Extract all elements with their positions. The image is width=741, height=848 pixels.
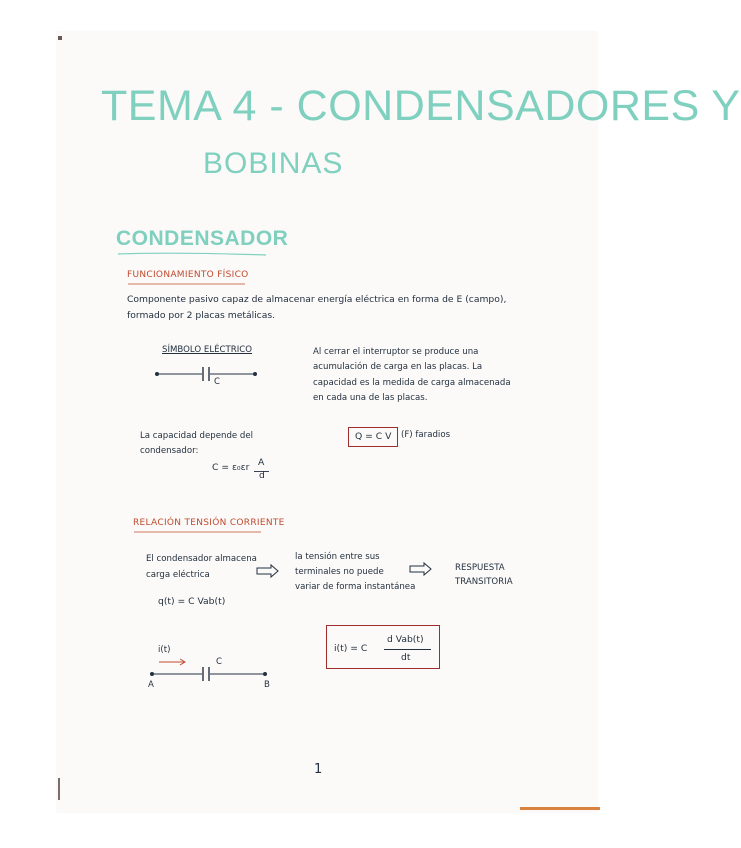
capacidad-text-1: La capacidad depende del: [140, 431, 254, 441]
current-formula-lhs: i(t) = C: [334, 643, 368, 654]
relacion-col1-2: carga eléctrica: [146, 570, 210, 580]
corner-mark: [58, 36, 62, 40]
charge-formula-unit: (F) faradios: [401, 430, 451, 440]
relacion-col2-2: terminales no puede: [295, 567, 384, 577]
relacion-col3-2: TRANSITORIA: [455, 577, 513, 587]
relacion-col3-1: RESPUESTA: [455, 563, 505, 573]
relacion-col1-1: El condensador almacena: [146, 554, 257, 564]
cerrar-text-1: Al cerrar el interruptor se produce una: [313, 347, 479, 357]
section-heading: CONDENSADOR: [116, 227, 289, 250]
simbolo-label: SÍMBOLO ELÉCTRICO: [162, 345, 253, 355]
title-line-1: TEMA 4 - CONDENSADORES Y: [101, 82, 741, 130]
current-formula-den: dt: [401, 652, 411, 663]
page-number: 1: [314, 762, 323, 777]
capacidad-fraction-num: A: [258, 457, 265, 468]
title-line-2: BOBINAS: [203, 147, 344, 180]
bottom-accent-bar: [520, 807, 600, 810]
capacitor-symbol: [153, 362, 263, 386]
relacion-underline: [133, 530, 263, 534]
funcionamiento-underline: [127, 282, 247, 286]
arrow-right-icon: [256, 564, 280, 578]
charge-formula-box: Q = C V: [348, 427, 398, 447]
funcionamiento-text-1: Componente pasivo capaz de almacenar energía eléctrica en forma de E (campo),: [127, 294, 507, 305]
cerrar-text-3: capacidad es la medida de carga almacenada: [313, 378, 511, 388]
cerrar-text-2: acumulación de carga en las placas. La: [313, 362, 483, 372]
node-a-label: A: [148, 680, 154, 690]
current-label: i(t): [158, 645, 171, 655]
current-arrow: [158, 658, 188, 666]
arrow-right-icon: [409, 562, 433, 576]
capacitor-symbol-label: C: [214, 377, 221, 387]
cerrar-text-4: en cada una de las placas.: [313, 393, 428, 403]
capacidad-fraction-den: d: [259, 470, 265, 481]
capacitor-circuit: [148, 666, 272, 682]
current-formula-num: d Vab(t): [387, 634, 424, 645]
funcionamiento-text-2: formado por 2 placas metálicas.: [127, 310, 276, 321]
node-b-label: B: [264, 680, 270, 690]
side-mark: [58, 778, 60, 800]
relacion-heading: RELACIÓN TENSIÓN CORRIENTE: [133, 518, 285, 528]
relacion-col2-3: variar de forma instantánea: [295, 582, 416, 592]
node-c-label: C: [216, 657, 223, 667]
section-underline: [116, 251, 268, 257]
funcionamiento-heading: FUNCIONAMIENTO FÍSICO: [127, 270, 249, 280]
q-formula: q(t) = C Vab(t): [158, 596, 226, 607]
capacidad-text-2: condensador:: [140, 446, 199, 456]
capacidad-formula: C = ε₀εr: [212, 462, 250, 473]
relacion-col2-1: la tensión entre sus: [295, 552, 380, 562]
